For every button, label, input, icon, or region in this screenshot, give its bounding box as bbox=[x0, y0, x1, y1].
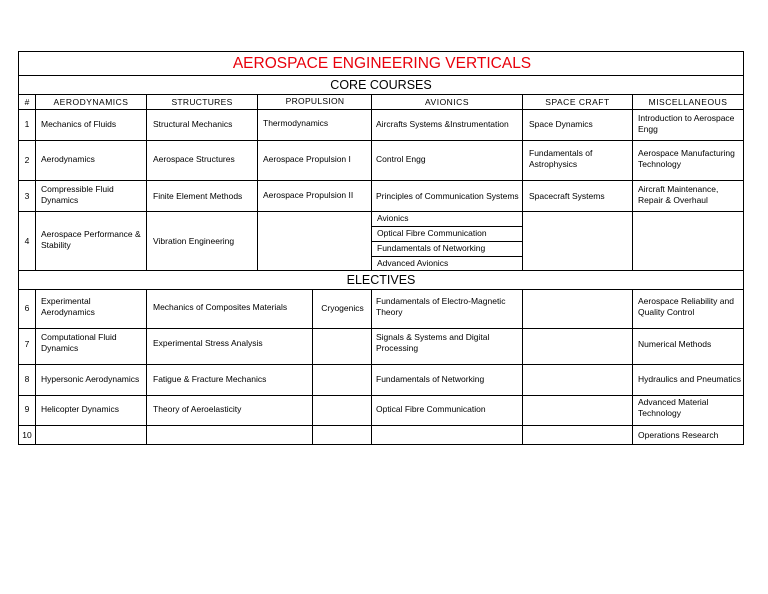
course-cell: Fundamentals of Astrophysics bbox=[529, 148, 593, 169]
col-header-num: # bbox=[24, 97, 30, 107]
divider bbox=[19, 270, 743, 271]
course-cell: Introduction to Aerospace Engg bbox=[638, 113, 735, 134]
divider bbox=[19, 425, 743, 426]
row-number: 3 bbox=[24, 191, 30, 201]
divider bbox=[372, 226, 523, 227]
course-cell: Structural Mechanics bbox=[153, 119, 233, 129]
course-cell: Fundamentals of Networking bbox=[376, 374, 485, 384]
course-cell: Cryogenics bbox=[321, 303, 364, 313]
electives-heading: ELECTIVES bbox=[346, 273, 416, 287]
avionics-list-item: Advanced Avionics bbox=[377, 258, 449, 268]
divider bbox=[19, 395, 743, 396]
course-cell: Aircrafts Systems &Instrumentation bbox=[376, 119, 509, 129]
course-cell: Aircraft Maintenance, Repair & Overhaul bbox=[638, 184, 719, 205]
divider bbox=[372, 256, 523, 257]
course-cell: Thermodynamics bbox=[263, 118, 329, 128]
divider bbox=[371, 94, 372, 270]
avionics-list-item: Optical Fibre Communication bbox=[377, 228, 487, 238]
divider bbox=[632, 289, 633, 444]
col-header-avionics: AVIONICS bbox=[425, 97, 469, 107]
course-cell: Control Engg bbox=[376, 154, 426, 164]
core-courses-heading: CORE COURSES bbox=[330, 78, 432, 92]
divider bbox=[632, 94, 633, 270]
course-cell: Optical Fibre Communication bbox=[376, 404, 486, 414]
divider bbox=[146, 289, 147, 444]
course-cell: Mechanics of Fluids bbox=[41, 119, 117, 129]
course-cell: Hydraulics and Pneumatics bbox=[638, 374, 741, 384]
divider bbox=[522, 94, 523, 270]
divider bbox=[19, 289, 743, 290]
course-cell: Computational Fluid Dynamics bbox=[41, 332, 117, 353]
course-cell: Fatigue & Fracture Mechanics bbox=[153, 374, 267, 384]
col-header-propulsion: PROPULSION bbox=[285, 96, 345, 106]
col-header-spacecraft: SPACE CRAFT bbox=[545, 97, 610, 107]
course-cell: Experimental Stress Analysis bbox=[153, 338, 263, 348]
divider bbox=[371, 289, 372, 444]
course-cell: Vibration Engineering bbox=[153, 236, 235, 246]
course-cell: Aerospace Manufacturing Technology bbox=[638, 148, 735, 169]
divider bbox=[522, 289, 523, 444]
divider bbox=[146, 94, 147, 270]
course-cell: Aerospace Reliability and Quality Control bbox=[638, 296, 734, 317]
course-cell: Hypersonic Aerodynamics bbox=[41, 374, 140, 384]
course-cell: Helicopter Dynamics bbox=[41, 404, 119, 414]
course-cell: Fundamentals of Electro-Magnetic Theory bbox=[376, 296, 506, 317]
divider bbox=[312, 289, 313, 444]
course-cell: Experimental Aerodynamics bbox=[41, 296, 95, 317]
course-table bbox=[18, 51, 744, 445]
col-header-aerodynamics: AERODYNAMICS bbox=[53, 97, 129, 107]
row-number: 1 bbox=[24, 119, 30, 129]
divider bbox=[19, 109, 743, 110]
row-number: 4 bbox=[24, 236, 30, 246]
divider bbox=[372, 241, 523, 242]
course-cell: Spacecraft Systems bbox=[529, 191, 605, 201]
course-cell: Numerical Methods bbox=[638, 339, 712, 349]
divider bbox=[35, 289, 36, 444]
avionics-list-item: Avionics bbox=[377, 213, 409, 223]
col-header-structures: STRUCTURES bbox=[171, 97, 233, 107]
course-cell: Compressible Fluid Dynamics bbox=[41, 184, 114, 205]
avionics-list-item: Fundamentals of Networking bbox=[377, 243, 486, 253]
divider bbox=[19, 328, 743, 329]
course-cell: Principles of Communication Systems bbox=[376, 191, 519, 201]
course-cell: Theory of Aeroelasticity bbox=[153, 404, 242, 414]
course-cell: Finite Element Methods bbox=[153, 191, 243, 201]
col-header-miscellaneous: MISCELLANEOUS bbox=[648, 97, 728, 107]
course-cell: Operations Research bbox=[638, 430, 719, 440]
row-number: 7 bbox=[24, 339, 30, 349]
course-cell: Advanced Material Technology bbox=[638, 397, 709, 418]
row-number: 8 bbox=[24, 374, 30, 384]
divider bbox=[257, 94, 258, 270]
course-cell: Space Dynamics bbox=[529, 119, 593, 129]
divider bbox=[19, 94, 743, 95]
divider bbox=[35, 94, 36, 270]
page-title: AEROSPACE ENGINEERING VERTICALS bbox=[232, 55, 532, 72]
row-number: 2 bbox=[24, 155, 30, 165]
row-number: 10 bbox=[22, 430, 32, 440]
divider bbox=[19, 211, 743, 212]
divider bbox=[19, 75, 743, 76]
divider bbox=[19, 180, 743, 181]
row-number: 9 bbox=[24, 404, 30, 414]
course-cell: Aerospace Propulsion II bbox=[263, 190, 354, 200]
row-number: 6 bbox=[24, 303, 30, 313]
course-cell: Mechanics of Composites Materials bbox=[153, 302, 288, 312]
course-cell: Aerodynamics bbox=[41, 154, 95, 164]
course-cell: Aerospace Propulsion I bbox=[263, 154, 351, 164]
course-cell: Signals & Systems and Digital Processing bbox=[376, 332, 490, 353]
divider bbox=[19, 140, 743, 141]
divider bbox=[19, 364, 743, 365]
course-cell: Aerospace Performance & Stability bbox=[41, 229, 141, 250]
course-cell: Aerospace Structures bbox=[153, 154, 235, 164]
